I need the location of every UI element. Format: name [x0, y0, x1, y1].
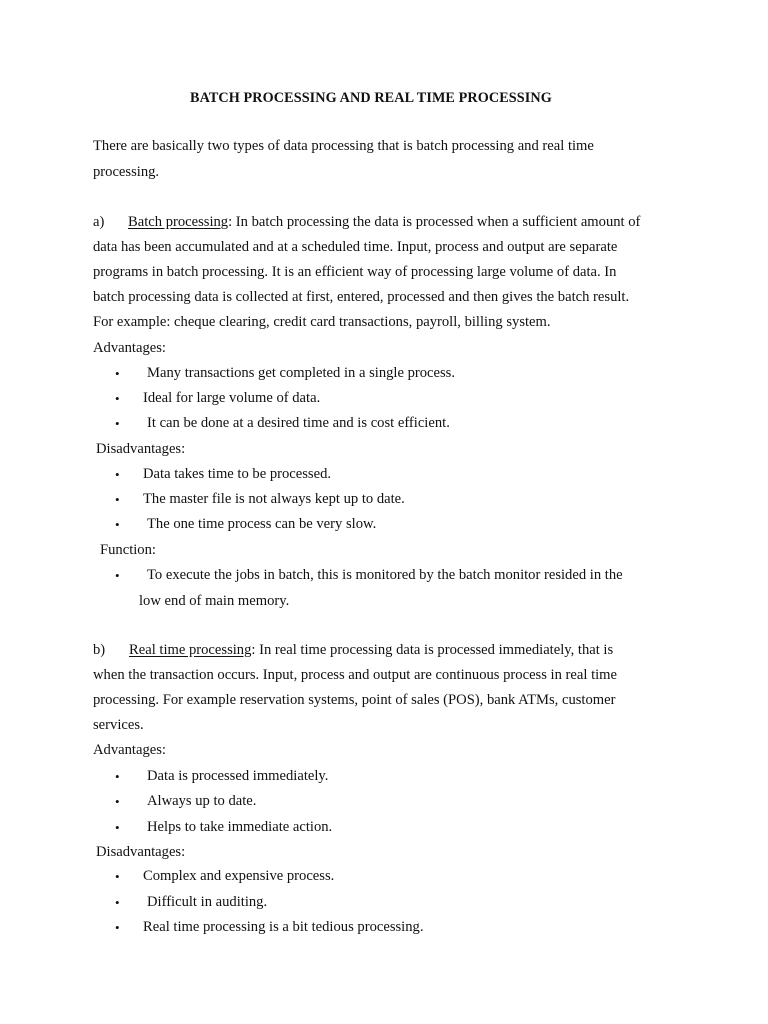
batch-line-1: : In batch processing the data is processed when a sufficient amount of — [228, 214, 641, 230]
batch-disadvantages-label: Disadvantages: — [96, 441, 186, 457]
batch-advantage-item: Many transactions get completed in a single process. — [147, 365, 456, 381]
bullet-icon: • — [115, 820, 120, 835]
document-title: BATCH PROCESSING AND REAL TIME PROCESSING — [190, 90, 552, 106]
batch-disadvantage-item: The one time process can be very slow. — [147, 516, 377, 532]
batch-line-2: data has been accumulated and at a scheduled time. Input, process and output are separate — [93, 239, 618, 255]
realtime-disadvantage-item: Real time processing is a bit tedious processing. — [143, 919, 424, 935]
bullet-icon: • — [115, 920, 120, 935]
batch-function-line-1: To execute the jobs in batch, this is monitored by the batch monitor resided in the — [147, 567, 623, 583]
realtime-disadvantages-label: Disadvantages: — [96, 844, 186, 860]
realtime-advantage-item: Helps to take immediate action. — [147, 819, 333, 835]
intro-line-1: There are basically two types of data processing that is batch processing and real time — [93, 138, 594, 154]
bullet-icon: • — [115, 794, 120, 809]
batch-disadvantage-item: Data takes time to be processed. — [143, 466, 332, 482]
batch-disadvantage-item: The master file is not always kept up to date. — [143, 491, 405, 507]
intro-line-2: processing. — [93, 164, 160, 180]
section-b-first-line — [129, 643, 613, 658]
batch-processing-heading: Batch processing — [128, 214, 229, 230]
bullet-icon: • — [115, 416, 120, 431]
realtime-advantage-item: Data is processed immediately. — [147, 768, 329, 784]
bullet-icon: • — [115, 467, 120, 482]
bullet-icon: • — [115, 769, 120, 784]
section-b-marker: b) — [93, 642, 106, 658]
realtime-advantages-label: Advantages: — [93, 742, 166, 758]
bullet-icon: • — [115, 366, 120, 381]
batch-advantage-item: It can be done at a desired time and is cost efficient. — [147, 415, 450, 431]
realtime-advantage-item: Always up to date. — [147, 793, 257, 809]
batch-function-line-2: low end of main memory. — [139, 593, 290, 609]
batch-line-4: batch processing data is collected at first, entered, processed and then gives the batch result. — [93, 289, 630, 305]
real-time-processing-heading: Real time processing — [129, 642, 252, 658]
batch-line-3: programs in batch processing. It is an efficient way of processing large volume of data. In — [93, 264, 617, 280]
bullet-icon: • — [115, 568, 120, 583]
realtime-line-4: services. — [93, 717, 144, 733]
section-a-marker: a) — [93, 214, 105, 230]
bullet-icon: • — [115, 895, 120, 910]
bullet-icon: • — [115, 492, 120, 507]
batch-advantages-label: Advantages: — [93, 340, 166, 356]
batch-advantage-item: Ideal for large volume of data. — [143, 390, 321, 406]
batch-function-label: Function: — [100, 542, 156, 558]
realtime-disadvantage-item: Complex and expensive process. — [143, 868, 335, 884]
realtime-disadvantage-item: Difficult in auditing. — [147, 894, 268, 910]
batch-line-5: For example: cheque clearing, credit card transactions, payroll, billing system. — [93, 314, 551, 330]
realtime-line-2: when the transaction occurs. Input, process and output are continuous process in real time — [93, 667, 618, 683]
bullet-icon: • — [115, 391, 120, 406]
section-a-first-line — [128, 215, 640, 230]
bullet-icon: • — [115, 517, 120, 532]
bullet-icon: • — [115, 869, 120, 884]
realtime-line-1: : In real time processing data is processed immediately, that is — [251, 642, 614, 658]
realtime-line-3: processing. For example reservation systems, point of sales (POS), bank ATMs, customer — [93, 692, 616, 708]
